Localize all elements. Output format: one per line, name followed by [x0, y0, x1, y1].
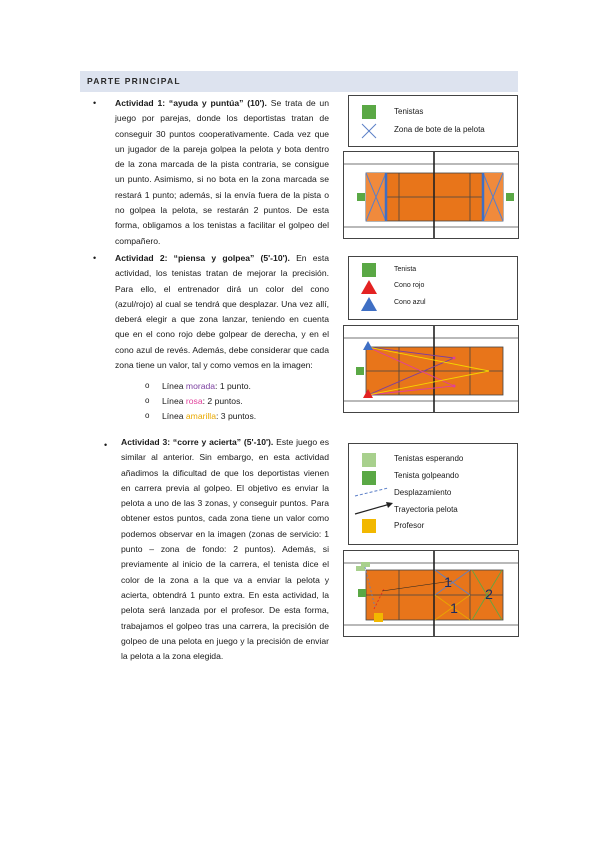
bullet-dot: •	[104, 440, 108, 450]
legend-label: Zona de bote de la pelota	[394, 125, 485, 134]
bullet-dot: •	[93, 253, 97, 263]
legend-label: Tenista	[394, 266, 417, 273]
activity-1-title: Actividad 1: “ayuda y puntúa” (10').	[115, 98, 267, 108]
activity-1-text	[115, 96, 329, 249]
waiting-player-icon	[362, 453, 376, 467]
score-line-purple: o Línea morada: 1 punto.	[145, 381, 251, 391]
court-diagram-1	[343, 151, 519, 239]
legend-label: Desplazamiento	[394, 488, 452, 497]
blue-cone-icon	[361, 297, 377, 311]
legend-label: Tenistas esperando	[394, 454, 464, 463]
activity-3-text	[121, 435, 329, 664]
activity-3-title: Actividad 3: “corre y acierta” (5'-10').	[121, 437, 274, 447]
score-line-yellow: o Línea amarilla: 3 puntos.	[145, 411, 257, 421]
tennis-court-drawing	[344, 551, 518, 636]
player-icon	[362, 263, 376, 277]
activity-1-legend	[348, 95, 518, 147]
court-diagram-3	[343, 550, 519, 637]
legend-label: Trayectoria pelota	[394, 505, 458, 514]
legend-label: Tenistas	[394, 107, 424, 116]
activity-1-body: Se trata de un juego por parejas, donde los deportistas tratan de conseguir 30 puntos cooperativamente. Cada vez que un jugador de la pareja golpea la pelota y bota dentro de la zona marcada de la pista contraria, se consigue un punto. Asimismo, si no bota en la zona marcada se restará 1 punto; además, si la envía fuera de la pista o no golpea la pelota, se restarán 2 puntos. De esta forma, obligamos a los tenistas a facilitar el golpeo del compañero.	[115, 98, 329, 246]
section-title: PARTE PRINCIPAL	[87, 76, 181, 86]
zone-label: 1	[444, 574, 452, 590]
legend-label: Cono azul	[394, 299, 426, 306]
red-cone-icon	[361, 280, 377, 294]
tennis-court-drawing	[344, 152, 518, 238]
zone-label: 2	[485, 586, 493, 602]
legend-label: Tenista golpeando	[394, 471, 459, 480]
activity-3-body: Este juego es similar al anterior. Sin embargo, en esta actividad añadimos la dificultad de que los deportistas vienen en carrera previa al golpeo. El objetivo es enviar la pelota a uno de las 3 zonas, y conseguir puntos. Para obtener estos puntos, cada zona tiene un valor como podemos observar en la imagen (zonas de servicio: 1 punto – zona de fondo: 2 puntos). Además, si previamente al inicio de la carrera, el tenista dice el color de la zona a la que va a enviar la pelota y acierta, obtendrá 1 punto extra. En esta actividad, la pelota será lanzada por el profesor. De esta forma, trabajamos el golpeo tras una carrera, la precisión de golpeo de una pelota en juego y la precisión de enviar la pelota a la zona elegida.	[121, 437, 329, 662]
bullet-dot: •	[93, 98, 97, 108]
activity-3-legend	[348, 443, 518, 545]
legend-label: Profesor	[394, 521, 425, 530]
bounce-zone-x-icon	[361, 123, 377, 139]
activity-2-body: En esta actividad, los tenistas tratan de mejorar la precisión. Para ello, el entrenador dirá un color del cono (azul/rojo) al cual se tendrá que desplazar. Una vez allí, deberá elegir a que zona lanzar, teniendo en cuenta que en el cono rojo debe golpear de derecha, y en el cono azul de revés. Además, debe considerar que cada zona tiene un valor, tal y como vemos en la imagen:	[115, 253, 329, 371]
section-header	[80, 71, 518, 92]
tennis-court-drawing	[344, 326, 518, 412]
zone-label: 1	[450, 600, 458, 616]
teacher-icon	[362, 519, 376, 533]
hitting-player-icon	[362, 471, 376, 485]
score-line-pink: o Línea rosa: 2 puntos.	[145, 396, 243, 406]
legend-label: Cono rojo	[394, 282, 425, 289]
activity-2-legend	[348, 256, 518, 320]
activity-2-text	[115, 251, 329, 373]
player-icon	[362, 105, 376, 119]
activity-2-title: Actividad 2: “piensa y golpea” (5'-10').	[115, 253, 290, 263]
court-diagram-2	[343, 325, 519, 413]
movement-dashed-line-icon	[354, 487, 390, 497]
ball-trajectory-arrow-icon	[354, 501, 394, 515]
